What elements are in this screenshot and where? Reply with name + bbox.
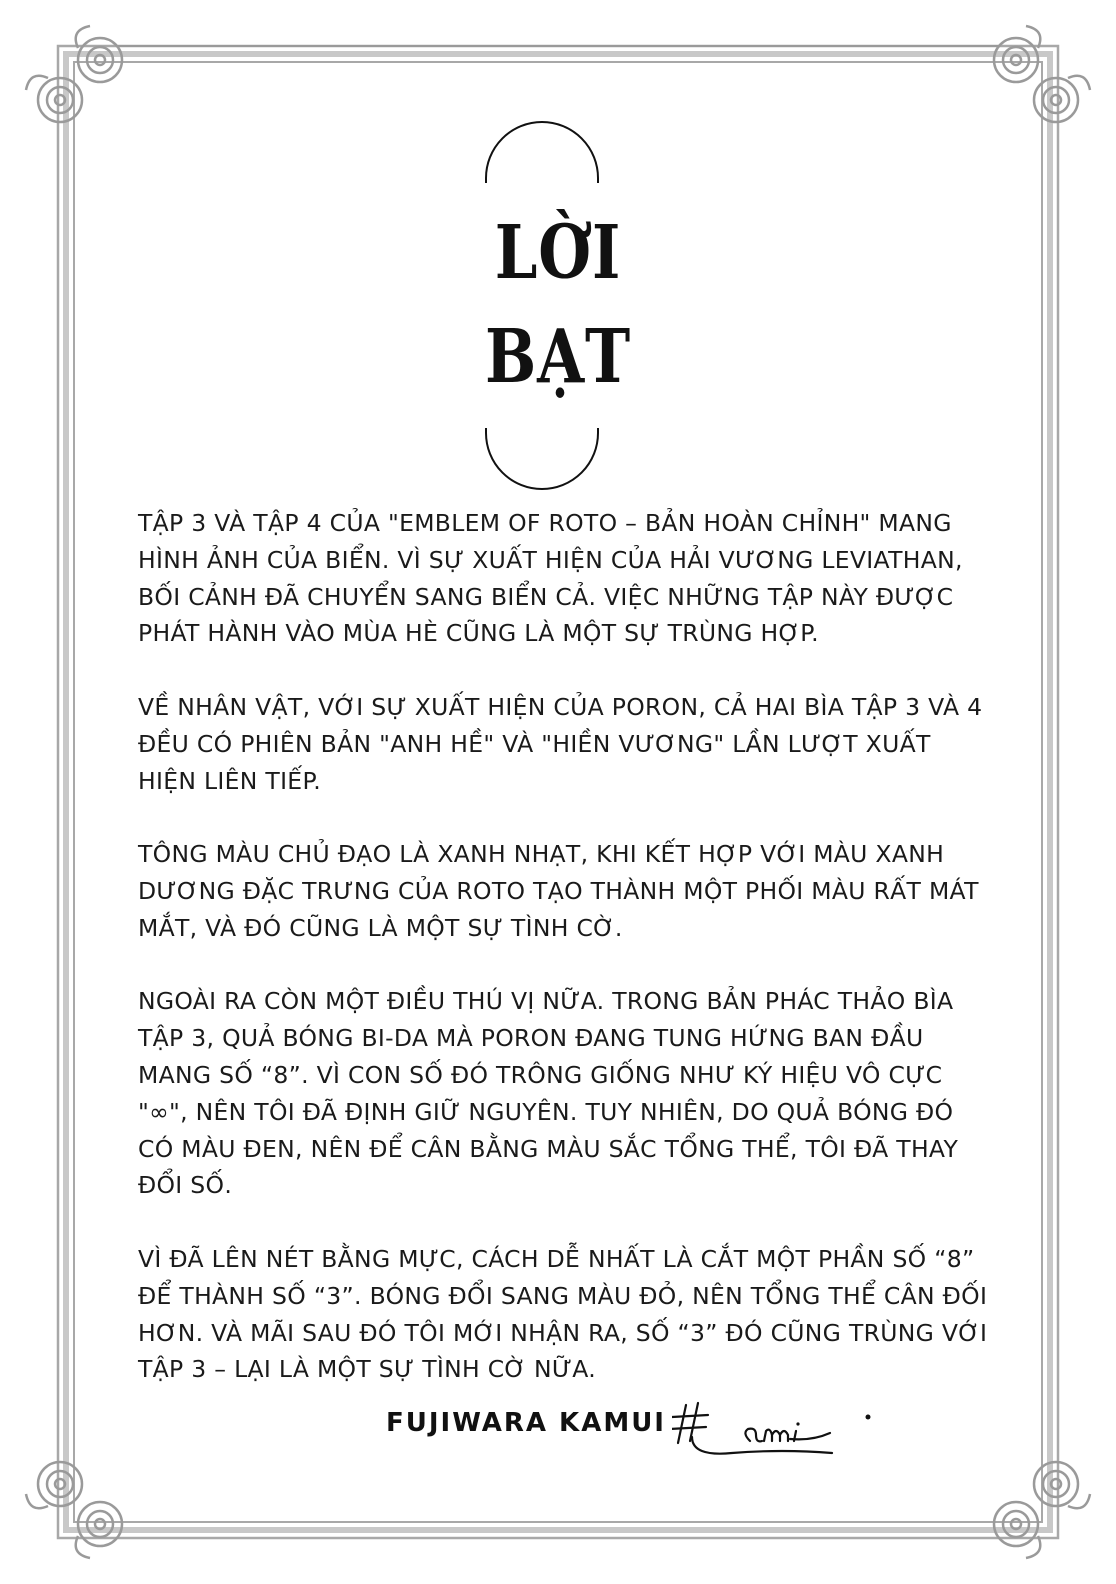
page-title (0, 120, 1116, 500)
author-name: FUJIWARA KAMUI (386, 1408, 666, 1438)
paragraph-3: TÔNG MÀU CHỦ ĐẠO LÀ XANH NHẠT, KHI KẾT HỢP VỚI MÀU XANH DƯƠNG ĐẶC TRƯNG CỦA ROTO TẠO THÀNH MỘT PHỐI MÀU RẤT MÁT MẮT, VÀ ĐÓ CŨNG LÀ MỘT SỰ TÌNH CỜ. (138, 840, 979, 942)
afterword-body (138, 505, 988, 1388)
paragraph-4: NGOÀI RA CÒN MỘT ĐIỀU THÚ VỊ NỮA. TRONG BẢN PHÁC THẢO BÌA TẬP 3, QUẢ BÓNG BI-DA MÀ PORON ĐANG TUNG HỨNG BAN ĐẦU MANG SỐ “8”. VÌ CON SỐ ĐÓ TRÔNG GIỐNG NHƯ KÝ HIỆU VÔ CỰC "∞", NÊN TÔI ĐÃ ĐỊNH GIỮ NGUYÊN. TUY NHIÊN, DO QUẢ BÓNG ĐÓ CÓ MÀU ĐEN, NÊN ĐỂ CÂN BẰNG MÀU SẮC TỔNG THỂ, TÔI ĐÃ THAY ĐỔI SỐ. (138, 987, 959, 1200)
title-line-2: BẠT (485, 314, 631, 400)
paragraph-2: VỀ NHÂN VẬT, VỚI SỰ XUẤT HIỆN CỦA PORON, CẢ HAI BÌA TẬP 3 VÀ 4 ĐỀU CÓ PHIÊN BẢN "ANH HỀ" VÀ "HIỀN VƯƠNG" LẦN LƯỢT XUẤT HIỆN LIÊN TIẾP. (138, 692, 983, 795)
author-signature-line (386, 1405, 902, 1465)
paragraph-5: VÌ ĐÃ LÊN NÉT BẰNG MỰC, CÁCH DỄ NHẤT LÀ CẮT MỘT PHẦN SỐ “8” ĐỂ THÀNH SỐ “3”. BÓNG ĐỔI SANG MÀU ĐỎ, NÊN TỔNG THỂ CÂN ĐỐI HƠN. VÀ MÃI SAU ĐÓ TÔI MỚI NHẬN RA, SỐ “3” ĐÓ CŨNG TRÙNG VỚI TẬP 3 – LẠI LÀ MỘT SỰ TÌNH CỜ NỮA. (138, 1244, 988, 1384)
paragraph-1: TẬP 3 VÀ TẬP 4 CỦA "EMBLEM OF ROTO – BẢN HOÀN CHỈNH" MANG HÌNH ẢNH CỦA BIỂN. VÌ SỰ XUẤT HIỆN CỦA HẢI VƯƠNG LEVIATHAN, BỐI CẢNH ĐÃ CHUYỂN SANG BIỂN CẢ. VIỆC NHỮNG TẬP NÀY ĐƯỢC PHÁT HÀNH VÀO MÙA HÈ CŨNG LÀ MỘT SỰ TRÙNG HỢP. (138, 509, 963, 648)
handwritten-signature (672, 1397, 902, 1467)
title-line-1: LỜI (494, 210, 622, 296)
